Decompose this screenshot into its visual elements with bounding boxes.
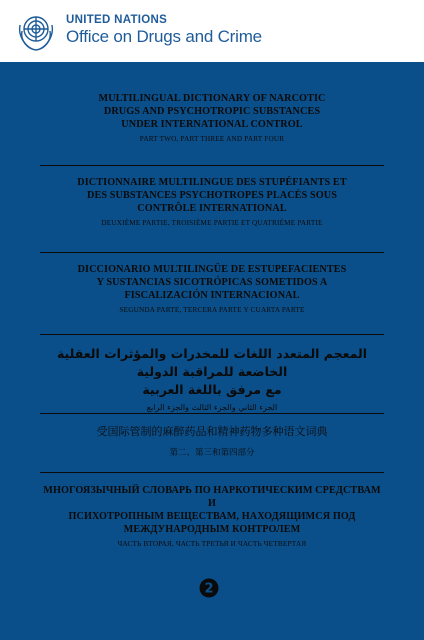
divider-3 <box>40 334 384 335</box>
arabic-title-line1: المعجم المتعدد اللغات للمخدرات والمؤثرات العقلية الخاضعة للمراقبة الدولية <box>56 346 368 379</box>
french-title-line1: DICTIONNAIRE MULTILINGUE DES STUPÉFIANTS ET <box>77 177 347 188</box>
russian-title-line2: ПСИХОТРОПНЫМ ВЕЩЕСТВАМ, НАХОДЯЩИМСЯ ПОД <box>68 511 356 522</box>
french-title-line2: DES SUBSTANCES PSYCHOTROPES PLACÉS SOUS <box>87 190 337 201</box>
arabic-parts: الجزء الثاني والجزء الثالث والجزء الرابع <box>146 403 278 412</box>
un-emblem-icon <box>14 9 58 53</box>
chinese-section <box>40 424 384 458</box>
russian-parts: ЧАСТЬ ВТОРАЯ, ЧАСТЬ ТРЕТЬЯ И ЧАСТЬ ЧЕТВЕРТАЯ <box>117 540 307 548</box>
divider-2 <box>40 252 384 253</box>
organization-office: Office on Drugs and Crime <box>66 27 262 46</box>
arabic-section <box>40 345 384 412</box>
arabic-title-line2: مع مرفق باللغة العربية <box>142 382 282 397</box>
spanish-title-line2: Y SUSTANCIAS SICOTRÓPICAS SOMETIDOS A <box>96 277 328 288</box>
organization-name: UNITED NATIONS <box>66 14 168 26</box>
russian-section <box>40 484 384 548</box>
volume-badge <box>199 578 219 598</box>
divider-4 <box>40 413 384 414</box>
divider-1 <box>40 165 384 166</box>
french-parts: DEUXIÈME PARTIE, TROISIÈME PARTIE ET QUATRIÈME PARTIE <box>101 219 323 227</box>
divider-5 <box>40 472 384 473</box>
english-title-line2: DRUGS AND PSYCHOTROPIC SUBSTANCES <box>103 106 321 117</box>
spanish-title-line1: DICCIONARIO MULTILINGÜE DE ESTUPEFACIENTES <box>77 264 347 275</box>
french-section <box>40 176 384 227</box>
french-title-line3: CONTRÔLE INTERNATIONAL <box>137 203 287 214</box>
header <box>0 0 424 62</box>
russian-title-line3: МЕЖДУНАРОДНЫМ КОНТРОЛЕМ <box>123 524 301 535</box>
spanish-section <box>40 263 384 314</box>
english-title-line1: MULTILINGUAL DICTIONARY OF NARCOTIC <box>98 93 326 104</box>
english-parts: PART TWO, PART THREE AND PART FOUR <box>139 135 285 143</box>
spanish-title-line3: FISCALIZACIÓN INTERNACIONAL <box>124 290 300 301</box>
chinese-parts: 第二、第三和第四部分 <box>169 448 255 458</box>
volume-number: 2 <box>204 581 214 597</box>
russian-title-line1: МНОГОЯЗЫЧНЫЙ СЛОВАРЬ ПО НАРКОТИЧЕСКИМ СРЕДСТВАМ И <box>43 485 381 509</box>
chinese-title: 受国际管制的麻醉药品和精神药物多种语文词典 <box>96 425 328 438</box>
spanish-parts: SEGUNDA PARTE, TERCERA PARTE Y CUARTA PARTE <box>119 306 305 314</box>
english-section <box>40 92 384 143</box>
english-title-line3: UNDER INTERNATIONAL CONTROL <box>121 119 303 130</box>
